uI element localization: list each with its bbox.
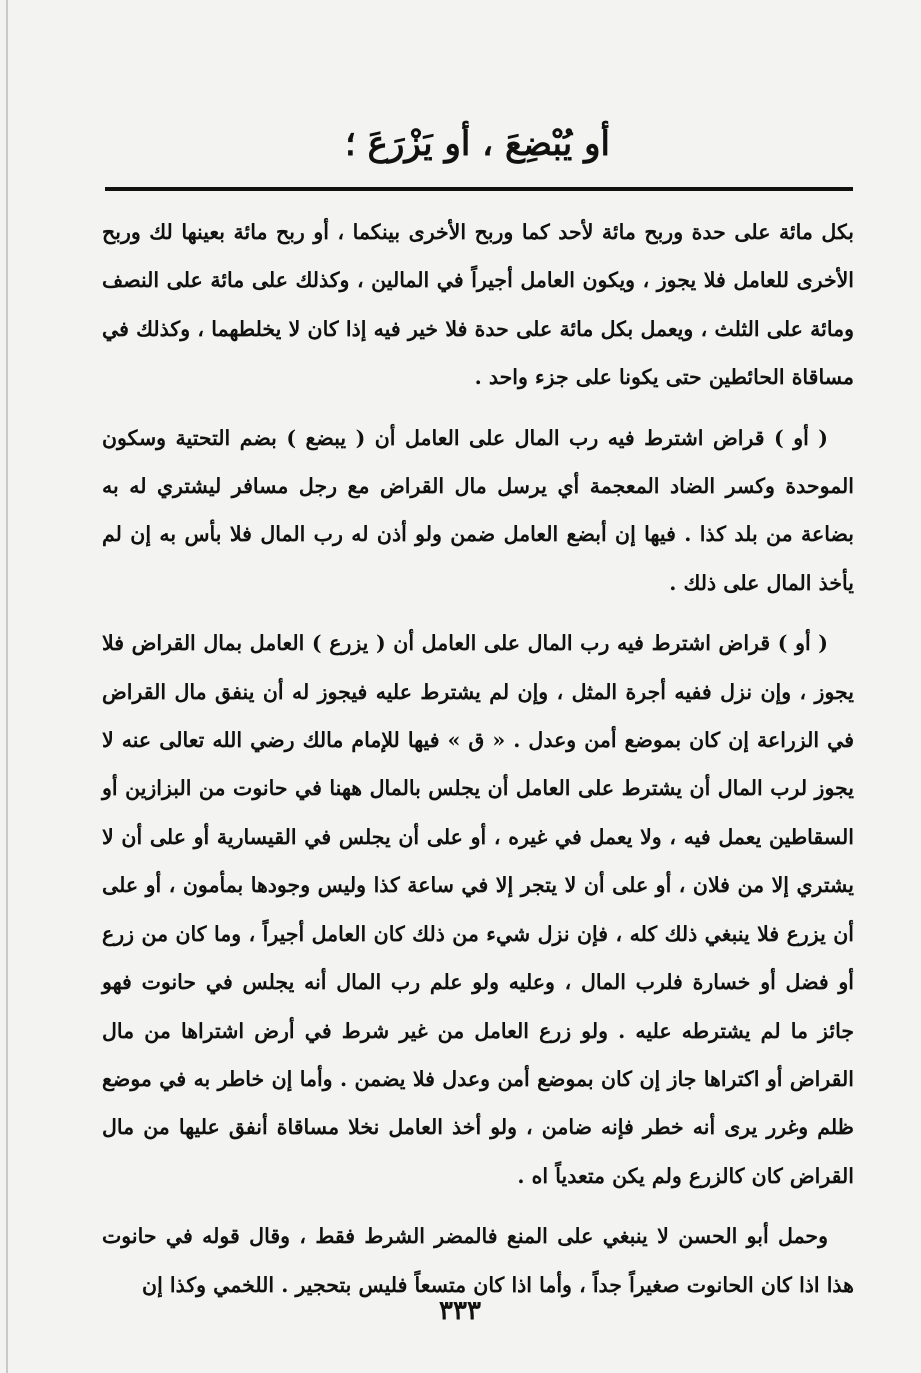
paragraph-3: ( أو ) قراض اشترط فيه رب المال على العامل أن ( يزرع ) العامل بمال القراض فلا يجوز ، وإن نزل ففيه أجرة المثل ، وإن لم يشترط عليه فيجوز له أن ينفق مال القراض في الزراعة إن كان بموضع أمن وعدل . « ق » فيها للإمام مالك رضي الله تعالى عنه لا يجوز لرب المال أن يشترط على العامل أن يجلس بالمال ههنا في حانوت من البزازين أو السقاطين يعمل فيه ، ولا يعمل في غيره ، أو على أن يجلس في القيسارية أو على أن لا يشتري إلا من فلان ، أو على أن لا يتجر إلا في ساعة كذا وليس وجودها بمأمون ، أو على أن يزرع فلا ينبغي ذلك كله ، فإن نزل شيء من ذلك كان العامل أجيراً ، وما كان من زرع أو فضل أو خسارة فلرب المال ، وعليه ولو علم رب المال أنه يجلس في حانوت فهو جائز ما لم يشترطه عليه . ولو زرع العامل من غير شرط في أرض اشتراها من مال القراض أو اكتراها جاز إن كان بموضع أمن وعدل فلا يضمن . وأما إن خاطر به في موضع ظلم وغرر يرى أنه خطر فإنه ضامن ، ولو أخذ العامل نخلا مساقاة أنفق عليها من مال القراض كان كالزرع ولم يكن متعدياً اه . bbox=[102, 631, 854, 1188]
header-rule bbox=[105, 187, 853, 191]
paragraph-1: بكل مائة على حدة وربح مائة لأحد كما وربح الأخرى بينكما ، أو ربح مائة بعينها لك وربح الأخرى للعامل فلا يجوز ، ويكون العامل أجيراً في المالين ، وكذلك على مائة على النصف ومائة على الثلث ، ويعمل بكل مائة على حدة فلا خير فيه إذا كان لا يخلطهما ، وكذلك في مساقاة الحائطين حتى يكونا على جزء واحد . bbox=[102, 220, 854, 390]
page-body bbox=[102, 208, 854, 1309]
page-header: أو يُبْضِعَ ، أو يَزْرَعَ ؛ bbox=[345, 124, 610, 164]
paragraph-2: ( أو ) قراض اشترط فيه رب المال على العامل أن ( يبضع ) بضم التحتية وسكون الموحدة وكسر الضاد المعجمة أي يرسل مال القراض مع رجل مسافر ليشتري له به بضاعة من بلد كذا . فيها إن أبضع العامل ضمن ولو أذن له رب المال فلا بأس به إن لم يأخذ المال على ذلك . bbox=[102, 425, 854, 595]
page-edge-shadow bbox=[6, 0, 8, 1373]
page-number: ٣٣٣ bbox=[439, 1296, 481, 1326]
paragraph-4: وحمل أبو الحسن لا ينبغي على المنع فالمضر الشرط فقط ، وقال قوله في حانوت هذا اذا كان الحانوت صغيراً جداً ، وأما اذا كان متسعاً فليس بتحجير . اللخمي وكذا إن bbox=[102, 1224, 854, 1297]
